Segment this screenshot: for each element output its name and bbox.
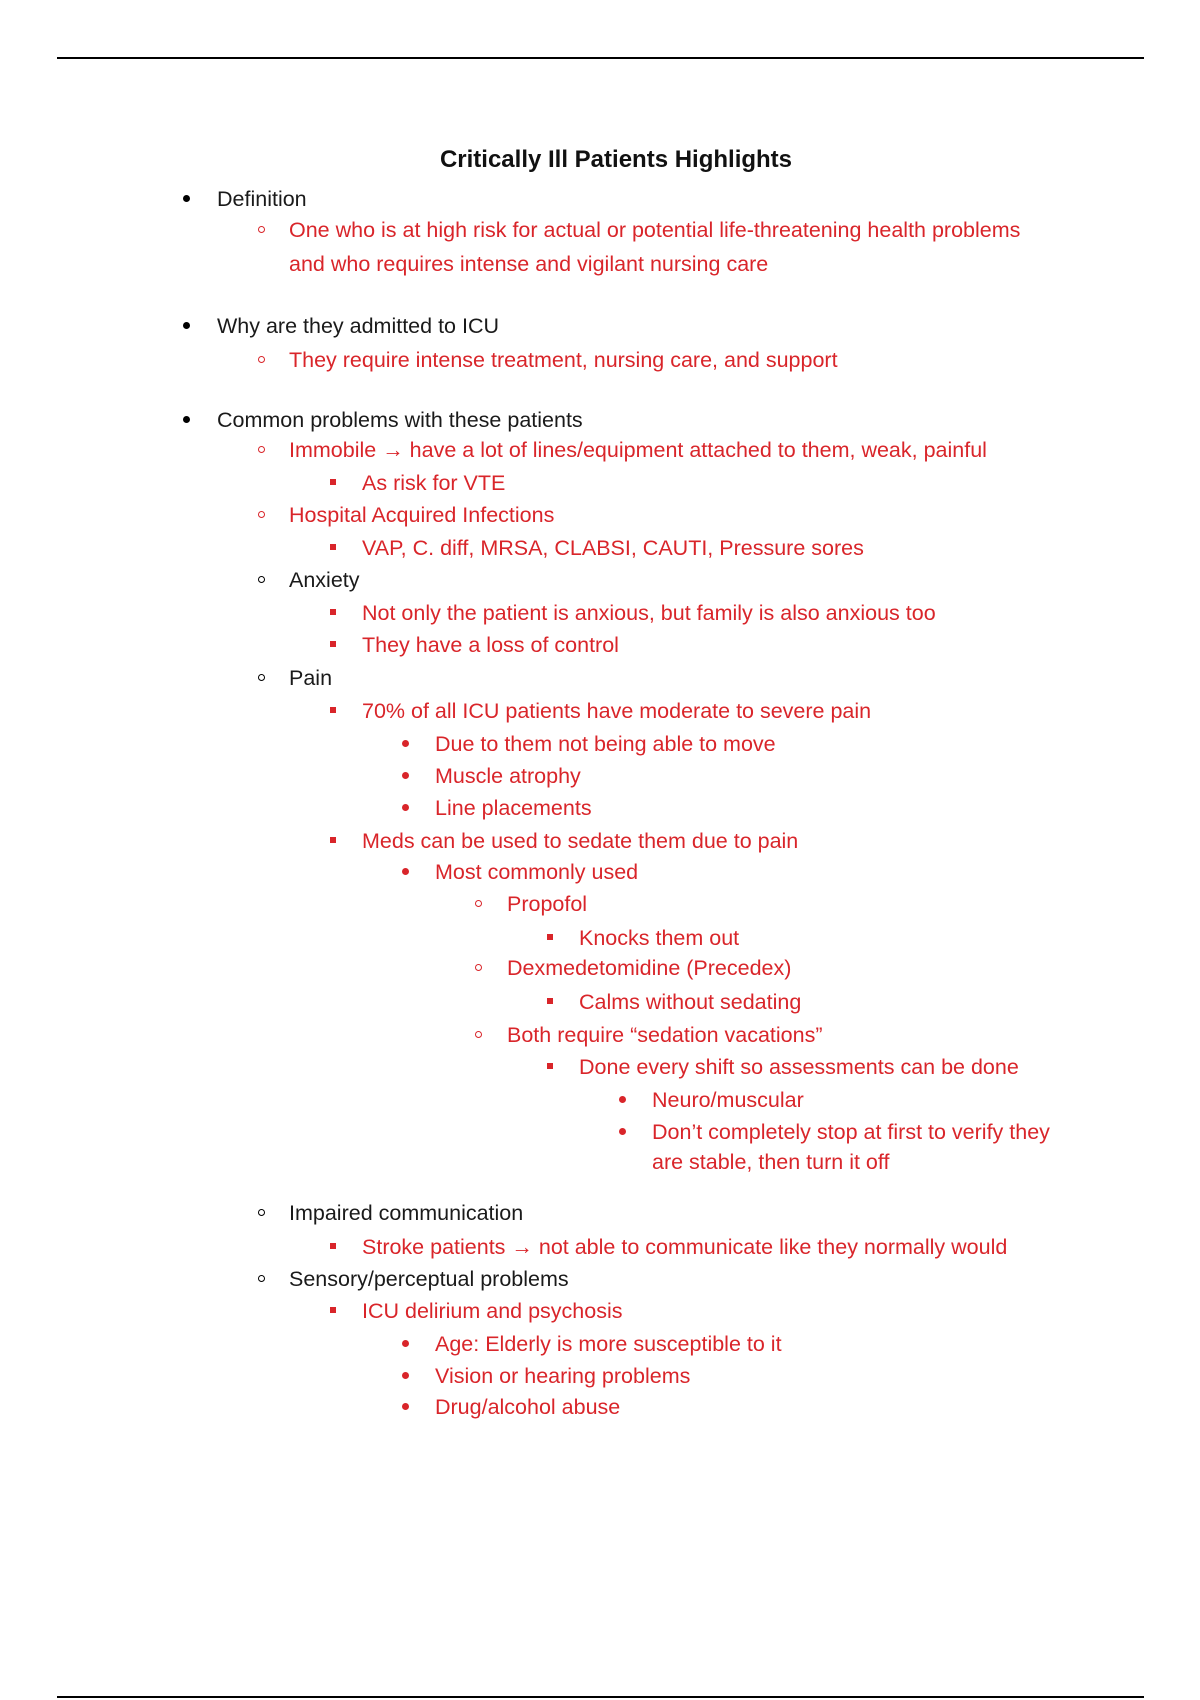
outline-line-level-2: ICU delirium and psychosis: [362, 1299, 623, 1323]
outline-line-level-1: and who requires intense and vigilant nursing care: [289, 252, 769, 276]
bullet-square-icon: [323, 1296, 343, 1326]
outline-line-level-2: 70% of all ICU patients have moderate to severe pain: [362, 699, 872, 723]
bullet-dot-icon: [176, 311, 196, 341]
bullet-square-icon: [540, 1052, 560, 1082]
outline-line-level-2: As risk for VTE: [362, 471, 506, 495]
bullet-square-icon: [323, 598, 343, 628]
bullet-square-icon: [323, 468, 343, 498]
outline-line-level-3: Line placements: [435, 796, 592, 820]
bottom-rule: [57, 1696, 1144, 1698]
outline-line-level-1: Sensory/perceptual problems: [289, 1267, 569, 1291]
bullet-circle-icon: [251, 1264, 271, 1294]
outline-line-level-0: Common problems with these patients: [217, 408, 583, 432]
outline-line-level-3: Due to them not being able to move: [435, 732, 776, 756]
outline-line-level-2: Stroke patients → not able to communicate like they normally would: [362, 1235, 1008, 1259]
outline-line-level-3: Drug/alcohol abuse: [435, 1395, 621, 1419]
bullet-square-icon: [323, 533, 343, 563]
bullet-dot-icon: [176, 405, 196, 435]
bullet-dot-icon: [395, 793, 415, 823]
bullet-square-icon: [323, 1232, 343, 1262]
bullet-square-icon: [540, 987, 560, 1017]
outline-line-level-2: VAP, C. diff, MRSA, CLABSI, CAUTI, Pressure sores: [362, 536, 864, 560]
outline-line-level-5: Knocks them out: [579, 926, 740, 950]
outline-line-level-4: Both require “sedation vacations”: [507, 1023, 823, 1047]
outline-line-level-6: are stable, then turn it off: [652, 1150, 890, 1174]
bullet-dot-icon: [395, 761, 415, 791]
outline-line-level-3: Vision or hearing problems: [435, 1364, 691, 1388]
bullet-square-icon: [323, 630, 343, 660]
bullet-circle-icon: [251, 500, 271, 530]
bullet-dot-icon: [612, 1085, 632, 1115]
bullet-circle-icon: [251, 565, 271, 595]
bullet-square-icon: [540, 923, 560, 953]
page-title: Critically Ill Patients Highlights: [439, 146, 793, 173]
bullet-dot-icon: [395, 729, 415, 759]
outline-line-level-1: Immobile → have a lot of lines/equipment attached to them, weak, painful: [289, 438, 987, 462]
outline-line-level-1: They require intense treatment, nursing care, and support: [289, 348, 838, 372]
bullet-circle-icon: [468, 1020, 488, 1050]
outline-line-level-1: One who is at high risk for actual or potential life-threatening health problems: [289, 218, 1021, 242]
bullet-dot-icon: [395, 1329, 415, 1359]
bullet-circle-icon: [251, 345, 271, 375]
outline-line-level-3: Age: Elderly is more susceptible to it: [435, 1332, 782, 1356]
bullet-square-icon: [323, 826, 343, 856]
outline-line-level-1: Anxiety: [289, 568, 360, 592]
bullet-circle-icon: [251, 215, 271, 245]
bullet-square-icon: [323, 696, 343, 726]
bullet-circle-icon: [251, 663, 271, 693]
bullet-dot-icon: [612, 1117, 632, 1147]
outline-line-level-4: Dexmedetomidine (Precedex): [507, 956, 792, 980]
bullet-dot-icon: [176, 184, 196, 214]
bullet-dot-icon: [395, 1361, 415, 1391]
bullet-circle-icon: [468, 889, 488, 919]
outline-line-level-1: Impaired communication: [289, 1201, 524, 1225]
outline-line-level-3: Most commonly used: [435, 860, 639, 884]
outline-line-level-2: Not only the patient is anxious, but family is also anxious too: [362, 601, 936, 625]
outline-line-level-5: Calms without sedating: [579, 990, 802, 1014]
bullet-dot-icon: [395, 1392, 415, 1422]
outline-line-level-5: Done every shift so assessments can be done: [579, 1055, 1019, 1079]
bullet-circle-icon: [251, 1198, 271, 1228]
outline-line-level-6: Neuro/muscular: [652, 1088, 804, 1112]
outline-line-level-2: Meds can be used to sedate them due to pain: [362, 829, 799, 853]
outline-line-level-0: Why are they admitted to ICU: [217, 314, 499, 338]
outline-line-level-1: Hospital Acquired Infections: [289, 503, 555, 527]
outline-line-level-1: Pain: [289, 666, 333, 690]
top-rule: [57, 57, 1144, 59]
bullet-dot-icon: [395, 857, 415, 887]
outline-line-level-6: Don’t completely stop at first to verify they: [652, 1120, 1050, 1144]
outline-line-level-2: They have a loss of control: [362, 633, 619, 657]
outline-line-level-3: Muscle atrophy: [435, 764, 581, 788]
outline-line-level-4: Propofol: [507, 892, 588, 916]
bullet-circle-icon: [251, 435, 271, 465]
outline-line-level-0: Definition: [217, 187, 307, 211]
bullet-circle-icon: [468, 953, 488, 983]
